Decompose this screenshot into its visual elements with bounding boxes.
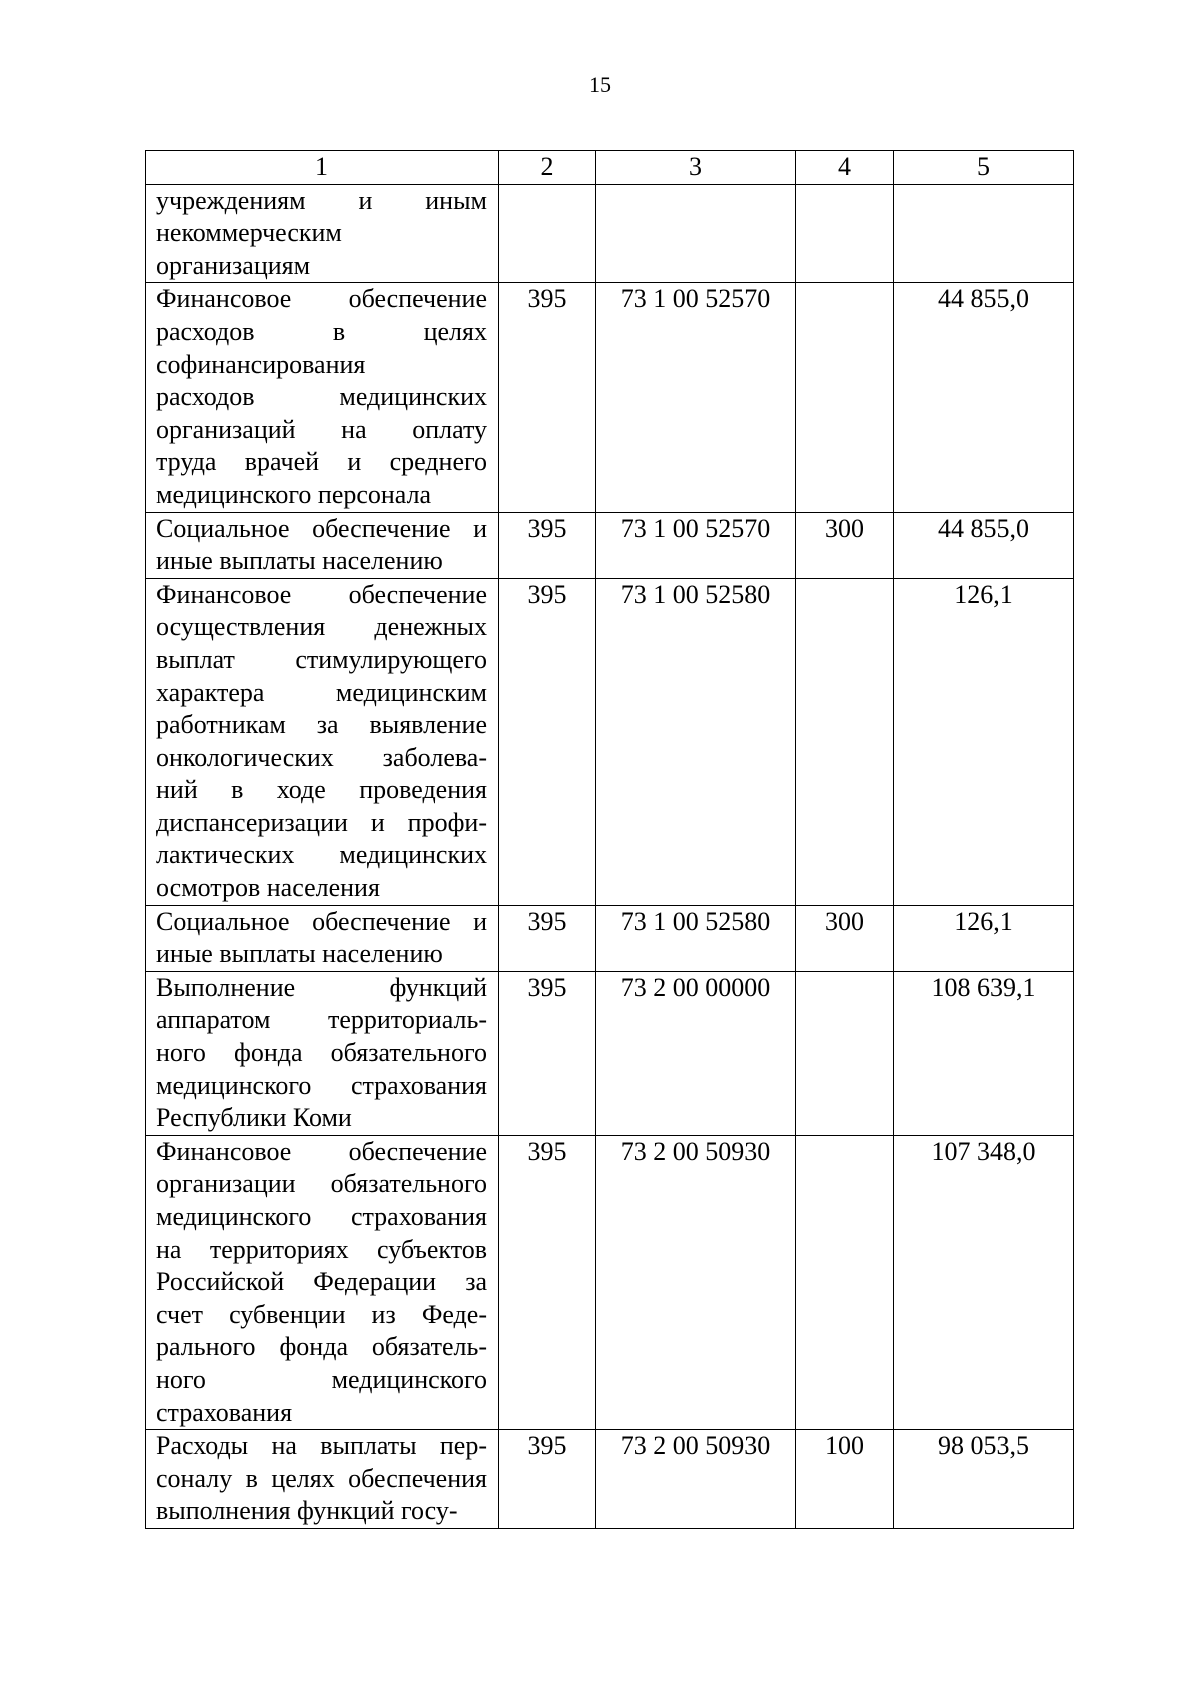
table-body [146,184,1074,1528]
row-col2-cell: 395 [499,905,596,971]
row-name-cell [146,1135,499,1429]
row-name-line: ний в ходе проведения [156,775,487,805]
row-col2-cell: 395 [499,971,596,1135]
row-name-line: Социальное обеспечение и [156,513,487,543]
row-name-line: иные выплаты населению [156,546,443,576]
row-col2-cell [499,184,596,283]
table-row [146,1430,1074,1529]
row-col5-cell: 44 855,0 [894,512,1074,578]
row-name-line: характера медицинским [156,677,487,707]
row-col3-cell [596,184,796,283]
row-name-cell [146,905,499,971]
header-col-3: 3 [596,151,796,185]
row-name-line: на территориях субъектов [156,1234,487,1264]
row-name-line: Финансовое обеспечение [156,1136,487,1166]
row-name-cell [146,1430,499,1529]
row-col5-cell: 126,1 [894,578,1074,905]
row-name-line: Расходы на выплаты пер- [156,1431,487,1461]
row-col4-cell: 300 [796,905,894,971]
row-name-line: Финансовое обеспечение [156,284,487,314]
table-row [146,578,1074,905]
table-row [146,905,1074,971]
row-col5-cell: 107 348,0 [894,1135,1074,1429]
row-name-line: расходов в целях [156,316,487,346]
row-col2-cell: 395 [499,1430,596,1529]
row-name-line: учреждениям и иным [156,185,487,215]
row-name-cell [146,512,499,578]
row-name-line: соналу в целях обеспечения [156,1463,487,1493]
row-name-line: труда врачей и среднего [156,447,487,477]
row-name-line: организациям [156,250,311,280]
row-name-line: страхования [156,1397,293,1427]
row-name-line: работникам за выявление [156,710,487,740]
row-name-text [156,579,487,905]
row-name-line: выполнения функций госу- [156,1496,458,1526]
row-col3-cell: 73 1 00 52570 [596,512,796,578]
row-name-line: Республики Коми [156,1103,352,1133]
row-name-line: Выполнение функций [156,972,487,1002]
table-row [146,971,1074,1135]
row-name-line: иные выплаты населению [156,939,443,969]
row-name-line: выплат стимулирующего [156,644,487,674]
row-col4-cell: 300 [796,512,894,578]
row-col3-cell: 73 1 00 52570 [596,283,796,512]
row-name-line: Финансовое обеспечение [156,579,487,609]
row-name-line: расходов медицинских [156,382,487,412]
row-name-line: осмотров населения [156,873,380,903]
row-name-cell [146,184,499,283]
row-name-text [156,972,487,1135]
table-row [146,1135,1074,1429]
row-col4-cell [796,1135,894,1429]
row-col2-cell: 395 [499,512,596,578]
row-name-line: некоммерческим [156,218,342,248]
table-row [146,283,1074,512]
row-col2-cell: 395 [499,578,596,905]
row-name-line: счет субвенции из Феде- [156,1299,487,1329]
row-name-line: софинансирования [156,349,366,379]
row-col5-cell: 98 053,5 [894,1430,1074,1529]
table-header-row [146,151,1074,185]
row-col4-cell [796,184,894,283]
header-col-4: 4 [796,151,894,185]
row-name-text [156,1430,487,1528]
row-col5-cell: 126,1 [894,905,1074,971]
row-name-line: ного фонда обязательного [156,1038,487,1068]
row-col2-cell: 395 [499,1135,596,1429]
row-name-line: Российской Федерации за [156,1267,487,1297]
row-col3-cell: 73 1 00 52580 [596,905,796,971]
row-col4-cell [796,283,894,512]
row-col3-cell: 73 1 00 52580 [596,578,796,905]
row-name-line: медицинского персонала [156,479,432,509]
row-name-text [156,1136,487,1429]
row-name-text [156,906,487,971]
table-row [146,184,1074,283]
row-name-line: медицинского страхования [156,1070,487,1100]
row-col4-cell [796,578,894,905]
header-col-5: 5 [894,151,1074,185]
row-name-cell [146,971,499,1135]
row-name-line: Социальное обеспечение и [156,906,487,936]
header-col-2: 2 [499,151,596,185]
row-name-line: организаций на оплату [156,414,487,444]
row-name-text [156,283,487,511]
row-col5-cell: 44 855,0 [894,283,1074,512]
row-name-cell [146,283,499,512]
table-row [146,512,1074,578]
row-col2-cell: 395 [499,283,596,512]
row-col5-cell [894,184,1074,283]
row-col3-cell: 73 2 00 50930 [596,1135,796,1429]
header-col-1: 1 [146,151,499,185]
row-col3-cell: 73 2 00 00000 [596,971,796,1135]
row-col3-cell: 73 2 00 50930 [596,1430,796,1529]
row-name-line: рального фонда обязатель- [156,1332,487,1362]
budget-table [145,150,1074,1529]
page-number: 15 [589,72,611,97]
row-col5-cell: 108 639,1 [894,971,1074,1135]
row-name-text [156,513,487,578]
row-name-text [156,185,487,283]
row-name-line: диспансеризации и профи- [156,807,487,837]
row-name-line: лактических медицинских [156,840,487,870]
row-name-line: осуществления денежных [156,612,487,642]
row-name-line: организации обязательного [156,1169,487,1199]
row-name-line: аппаратом территориаль- [156,1005,487,1035]
row-name-line: ного медицинского [156,1364,487,1394]
row-col4-cell: 100 [796,1430,894,1529]
row-name-line: онкологических заболева- [156,742,487,772]
row-name-cell [146,578,499,905]
row-col4-cell [796,971,894,1135]
row-name-line: медицинского страхования [156,1202,487,1231]
